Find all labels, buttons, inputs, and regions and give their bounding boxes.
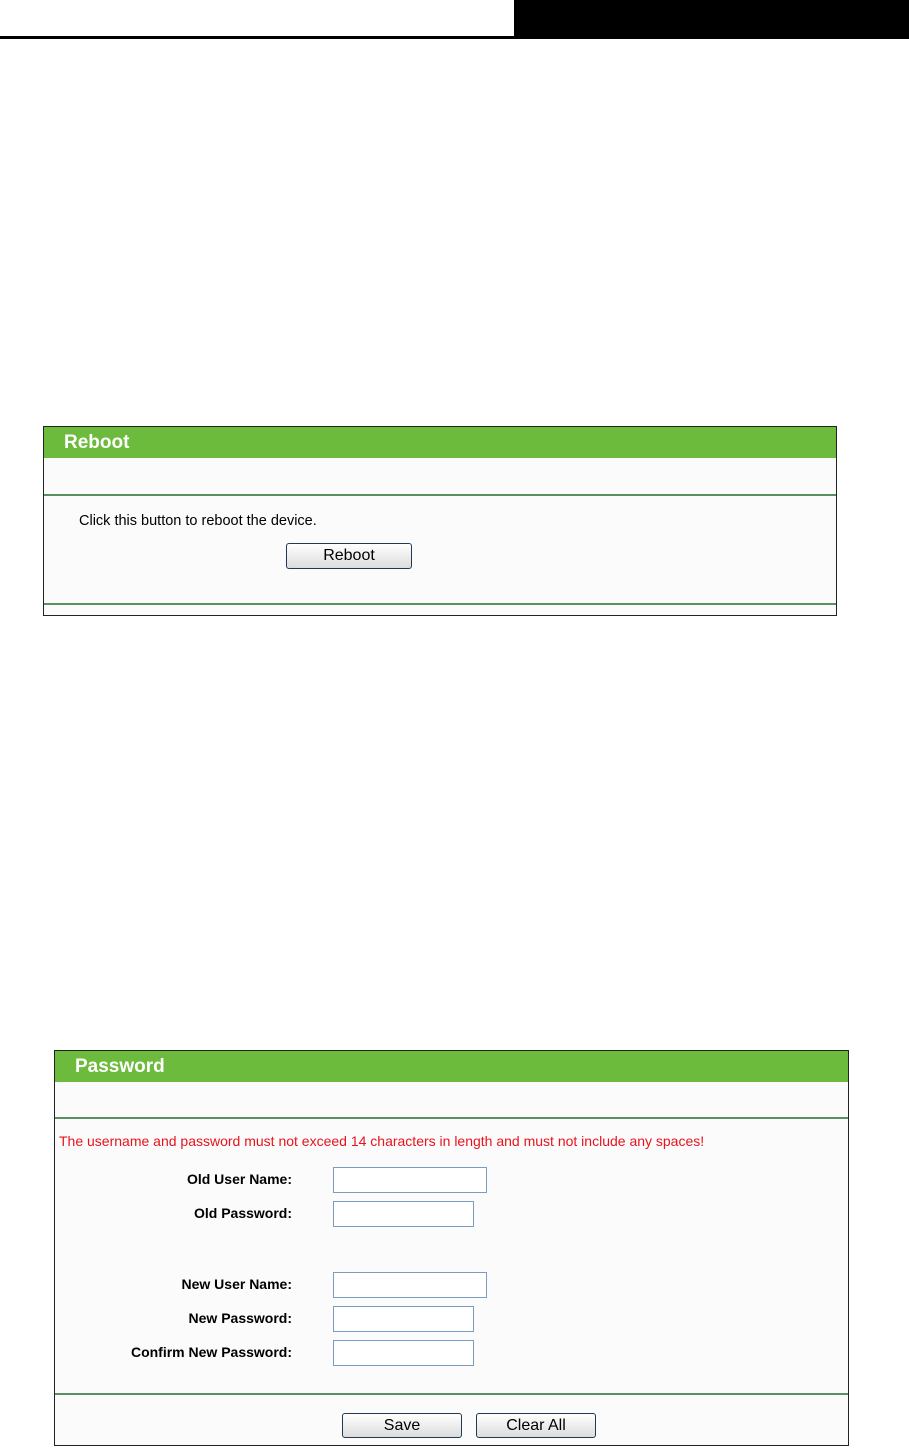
password-top-divider — [55, 1117, 848, 1119]
old-password-input[interactable] — [333, 1201, 474, 1227]
new-password-input[interactable] — [333, 1306, 474, 1332]
new-user-name-input[interactable] — [333, 1272, 487, 1298]
reboot-bottom-divider — [44, 603, 836, 605]
old-password-label: Old Password: — [193, 1205, 292, 1221]
reboot-panel — [43, 426, 837, 616]
reboot-button[interactable]: Reboot — [286, 543, 412, 569]
old-user-name-label: Old User Name: — [186, 1171, 292, 1187]
header-block — [514, 0, 909, 37]
confirm-new-password-label: Confirm New Password: — [130, 1344, 292, 1360]
reboot-instruction: Click this button to reboot the device. — [79, 513, 317, 529]
password-warning: The username and password must not exceed 14 characters in length and must not include any spaces! — [59, 1133, 705, 1149]
old-user-name-input[interactable] — [333, 1167, 487, 1193]
new-password-label: New Password: — [188, 1310, 292, 1326]
password-panel — [54, 1050, 849, 1446]
clear-all-button[interactable]: Clear All — [476, 1413, 596, 1438]
reboot-title: Reboot — [44, 427, 836, 458]
new-user-name-label: New User Name: — [181, 1276, 292, 1292]
reboot-top-divider — [44, 494, 836, 496]
save-button[interactable]: Save — [342, 1413, 462, 1438]
password-bottom-divider — [55, 1393, 848, 1395]
password-title: Password — [55, 1051, 848, 1082]
confirm-new-password-input[interactable] — [333, 1340, 474, 1366]
